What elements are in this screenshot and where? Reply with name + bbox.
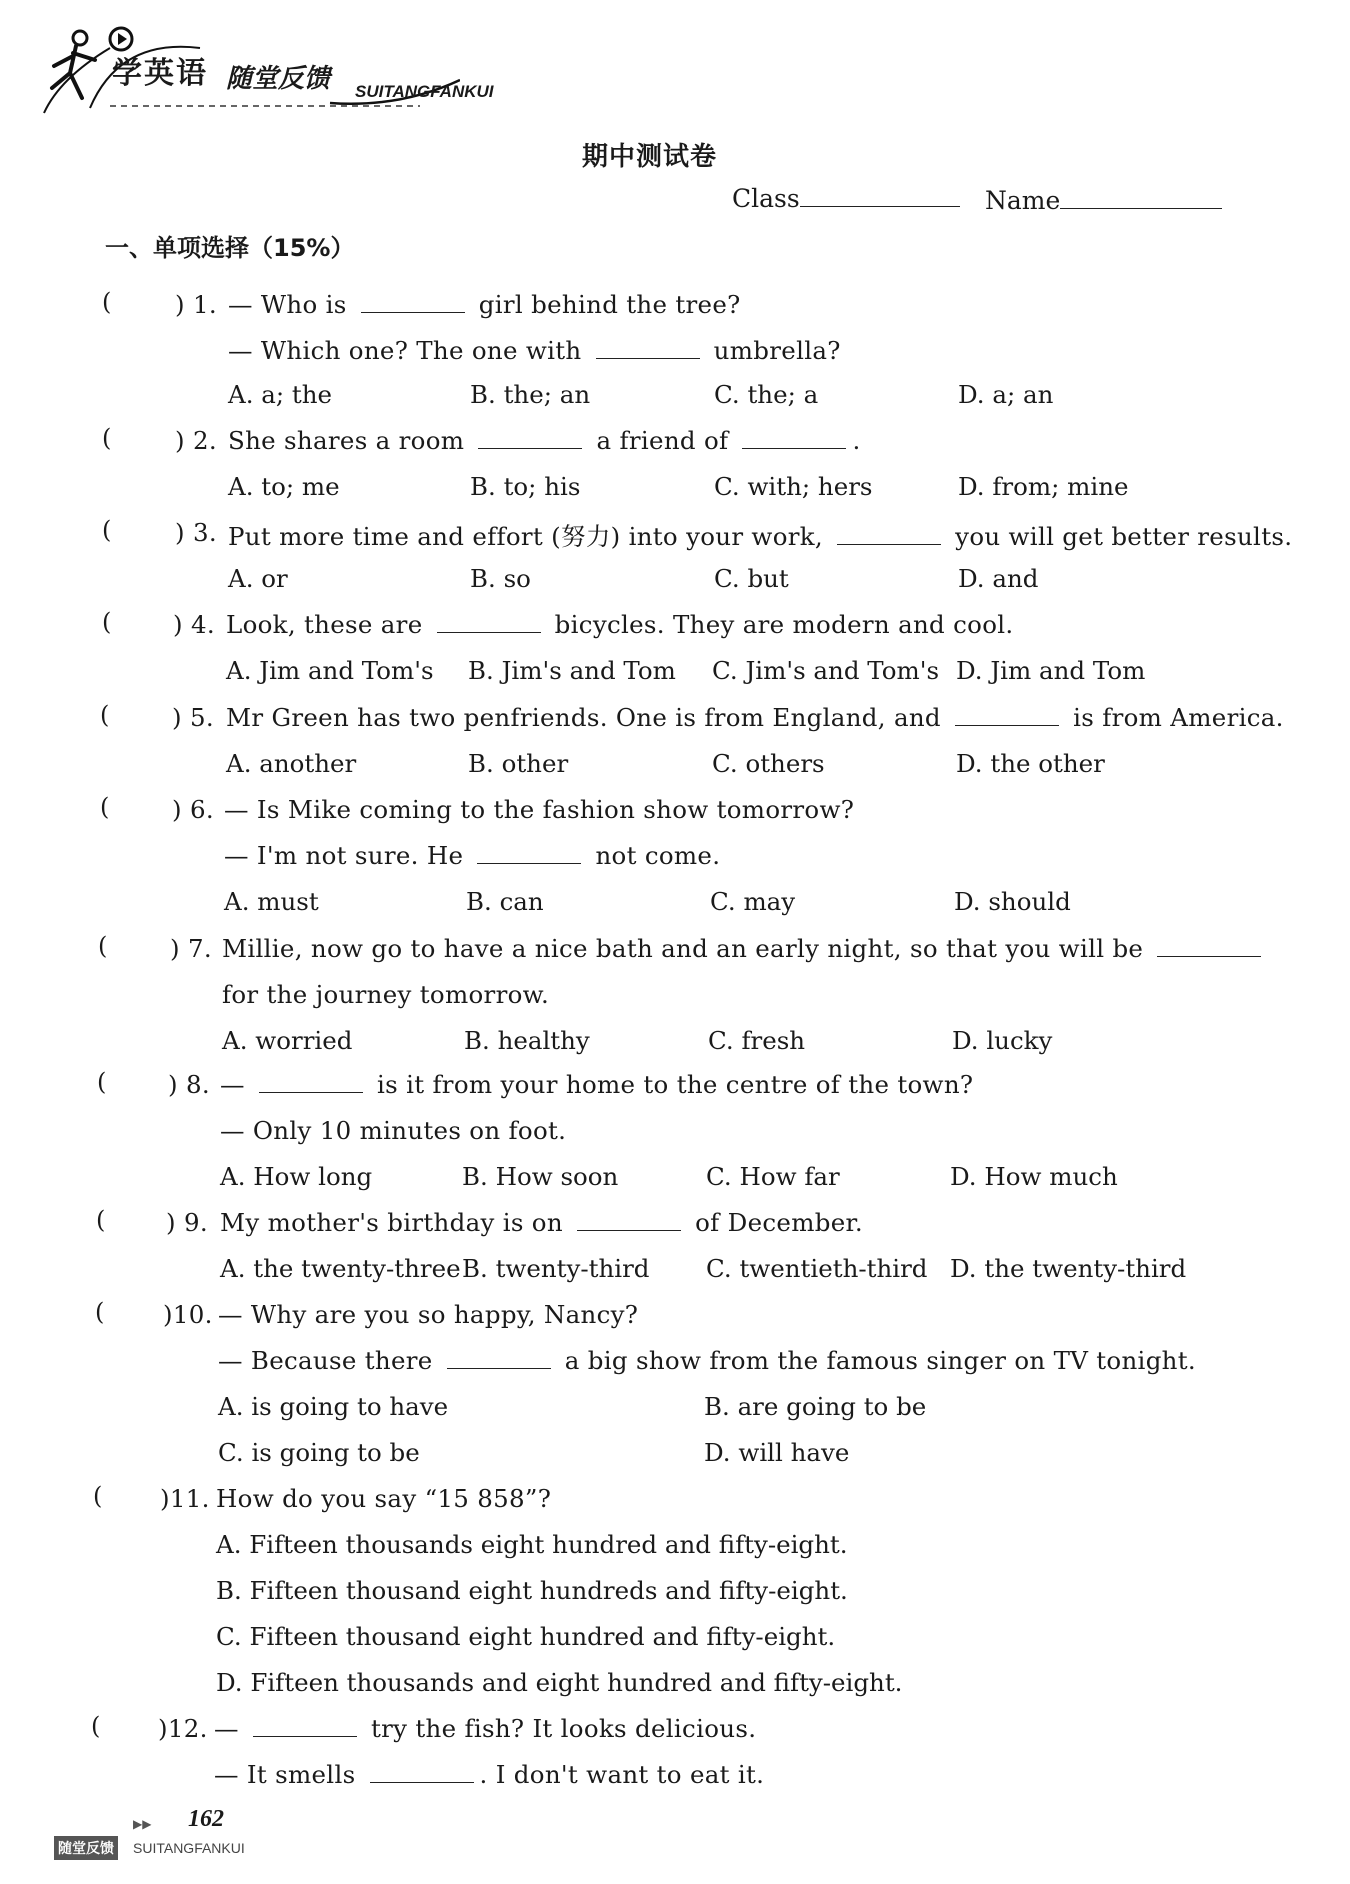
- question-text: is from America.: [1065, 703, 1284, 732]
- question-number: ) 4.: [173, 610, 215, 639]
- question-line: [216, 1484, 551, 1513]
- option-d[interactable]: D. from; mine: [958, 472, 1129, 501]
- question-line: [218, 1300, 638, 1329]
- option-a[interactable]: A. must: [224, 887, 319, 916]
- question-text: — Why are you so happy, Nancy?: [218, 1300, 639, 1329]
- answer-blank[interactable]: [596, 338, 700, 359]
- option-d[interactable]: D. should: [954, 887, 1071, 916]
- brand-chinese-secondary: 随堂反馈: [226, 64, 331, 94]
- question-text: not come.: [587, 841, 721, 870]
- answer-paren-left: (: [100, 701, 110, 729]
- brand-chinese: 学英语: [112, 56, 208, 91]
- answer-paren-left: (: [102, 288, 112, 316]
- question-line: [226, 703, 1284, 732]
- question-text: for the journey tomorrow.: [222, 980, 550, 1009]
- option-c[interactable]: C. fresh: [708, 1026, 806, 1055]
- question-text: . I don't want to eat it.: [479, 1760, 765, 1789]
- answer-blank[interactable]: [477, 843, 581, 864]
- question-number: ) 3.: [175, 518, 217, 547]
- option-c[interactable]: C. How far: [706, 1162, 840, 1191]
- question-number: )11.: [160, 1484, 210, 1513]
- option-a[interactable]: A. to; me: [228, 472, 340, 501]
- question-number: ) 5.: [172, 703, 214, 732]
- option-d[interactable]: D. will have: [704, 1438, 850, 1467]
- question-text: She shares a room: [228, 426, 473, 455]
- question-line: [220, 1208, 863, 1237]
- question-text: — It smells: [214, 1760, 364, 1789]
- option-a[interactable]: A. worried: [222, 1026, 353, 1055]
- option-c[interactable]: C. twentieth-third: [706, 1254, 928, 1283]
- question-text: .: [852, 426, 861, 455]
- question-text: — Because there: [218, 1346, 441, 1375]
- option-d[interactable]: D. the other: [956, 749, 1105, 778]
- option-c[interactable]: C. but: [714, 564, 789, 593]
- option-d[interactable]: D. a; an: [958, 380, 1054, 409]
- question-line: [228, 336, 841, 365]
- question-text: is it from your home to the centre of the town?: [368, 1070, 974, 1099]
- answer-blank[interactable]: [1157, 936, 1261, 957]
- footer-brand-english: SUITANGFANKUI: [133, 1840, 245, 1856]
- footer-arrows: ▶▶: [133, 1817, 152, 1831]
- answer-blank[interactable]: [361, 292, 465, 313]
- question-text: a friend of: [588, 426, 737, 455]
- question-number: ) 7.: [170, 934, 212, 963]
- option-a[interactable]: A. Jim and Tom's: [226, 656, 434, 685]
- question-number: )10.: [163, 1300, 213, 1329]
- question-text: —: [214, 1714, 247, 1743]
- answer-paren-left: (: [96, 1206, 106, 1234]
- option-a[interactable]: A. another: [226, 749, 357, 778]
- question-line: [214, 1760, 764, 1789]
- option-b[interactable]: B. other: [468, 749, 569, 778]
- answer-paren-left: (: [100, 793, 110, 821]
- question-line: [222, 934, 1267, 963]
- answer-blank[interactable]: [742, 428, 846, 449]
- question-text: a big show from the famous singer on TV tonight.: [556, 1346, 1196, 1375]
- footer-brand-box: 随堂反馈: [54, 1836, 118, 1860]
- question-line: [220, 1116, 566, 1145]
- option-a[interactable]: A. the twenty-three: [220, 1254, 461, 1283]
- question-text: try the fish? It looks delicious.: [362, 1714, 757, 1743]
- option-c[interactable]: C. may: [710, 887, 796, 916]
- answer-paren-left: (: [93, 1482, 103, 1510]
- question-text: — I'm not sure. He: [224, 841, 472, 870]
- question-text: Put more time and effort (努力) into your work,: [228, 522, 832, 551]
- option-c[interactable]: C. others: [712, 749, 825, 778]
- question-text: How do you say “15 858”?: [216, 1484, 552, 1513]
- question-text: Millie, now go to have a nice bath and an early night, so that you will be: [222, 934, 1152, 963]
- option-b[interactable]: B. can: [466, 887, 544, 916]
- question-text: — Who is: [228, 290, 355, 319]
- question-text: Mr Green has two penfriends. One is from England, and: [226, 703, 950, 732]
- answer-blank[interactable]: [478, 428, 582, 449]
- option-b[interactable]: B. Jim's and Tom: [468, 656, 676, 685]
- question-line: [220, 1070, 973, 1099]
- answer-paren-left: (: [95, 1298, 105, 1326]
- question-text: — Only 10 minutes on foot.: [220, 1116, 567, 1145]
- class-blank: [800, 206, 960, 207]
- option-a[interactable]: A. a; the: [228, 380, 333, 409]
- question-line: [226, 610, 1013, 639]
- question-text: bicycles. They are modern and cool.: [546, 610, 1014, 639]
- name-label: Name: [985, 186, 1061, 215]
- question-text: you will get better results.: [947, 522, 1293, 551]
- answer-paren-left: (: [91, 1712, 101, 1740]
- answer-blank[interactable]: [447, 1348, 551, 1369]
- option-b[interactable]: B. so: [470, 564, 531, 593]
- answer-blank[interactable]: [955, 705, 1059, 726]
- question-text: My mother's birthday is on: [220, 1208, 572, 1237]
- option-d[interactable]: D. Jim and Tom: [956, 656, 1146, 685]
- question-line: [218, 1346, 1196, 1375]
- question-text: Look, these are: [226, 610, 431, 639]
- option-d[interactable]: D. lucky: [952, 1026, 1053, 1055]
- page-number: 162: [188, 1806, 224, 1832]
- question-text: umbrella?: [705, 336, 841, 365]
- option-d[interactable]: D. How much: [950, 1162, 1118, 1191]
- option-b[interactable]: B. are going to be: [704, 1392, 927, 1421]
- option-b[interactable]: B. healthy: [464, 1026, 590, 1055]
- question-number: ) 9.: [166, 1208, 208, 1237]
- option-a[interactable]: A. or: [228, 564, 288, 593]
- question-text: — Is Mike coming to the fashion show tomorrow?: [224, 795, 855, 824]
- answer-blank[interactable]: [577, 1210, 681, 1231]
- question-text: of December.: [687, 1208, 863, 1237]
- answer-paren-left: (: [102, 608, 112, 636]
- option-d[interactable]: D. and: [958, 564, 1039, 593]
- class-field: [732, 184, 960, 213]
- name-blank: [1060, 208, 1222, 209]
- option-c[interactable]: C. with; hers: [714, 472, 873, 501]
- header-logo: [40, 18, 520, 118]
- option-b[interactable]: B. Fifteen thousand eight hundreds and fifty-eight.: [216, 1576, 848, 1605]
- brand-english: SUITANGFANKUI: [355, 82, 494, 101]
- question-number: ) 8.: [168, 1070, 210, 1099]
- option-b[interactable]: B. the; an: [470, 380, 591, 409]
- page-title: 期中测试卷: [582, 142, 718, 172]
- answer-blank[interactable]: [437, 612, 541, 633]
- answer-paren-left: (: [98, 932, 108, 960]
- option-c[interactable]: C. the; a: [714, 380, 819, 409]
- option-c[interactable]: C. Fifteen thousand eight hundred and fifty-eight.: [216, 1622, 836, 1651]
- answer-blank[interactable]: [259, 1072, 363, 1093]
- option-a[interactable]: A. How long: [220, 1162, 373, 1191]
- question-line: [228, 426, 861, 455]
- question-line: [228, 518, 1292, 553]
- option-d[interactable]: D. Fifteen thousands and eight hundred and fifty-eight.: [216, 1668, 903, 1697]
- question-line: [222, 980, 549, 1009]
- name-field: [985, 186, 1222, 215]
- option-b[interactable]: B. How soon: [462, 1162, 619, 1191]
- question-text: —: [220, 1070, 253, 1099]
- question-line: [228, 290, 741, 319]
- answer-blank[interactable]: [370, 1762, 474, 1783]
- option-b[interactable]: B. twenty-third: [462, 1254, 650, 1283]
- answer-blank[interactable]: [837, 524, 941, 545]
- question-text: — Which one? The one with: [228, 336, 590, 365]
- question-line: [214, 1714, 756, 1743]
- answer-paren-left: (: [102, 516, 112, 544]
- option-c[interactable]: C. Jim's and Tom's: [712, 656, 940, 685]
- question-line: [224, 841, 720, 870]
- option-a[interactable]: A. Fifteen thousands eight hundred and fifty-eight.: [216, 1530, 848, 1559]
- class-label: Class: [732, 184, 800, 213]
- option-d[interactable]: D. the twenty-third: [950, 1254, 1187, 1283]
- question-number: ) 2.: [175, 426, 217, 455]
- question-number: ) 1.: [175, 290, 217, 319]
- answer-paren-left: (: [97, 1068, 107, 1096]
- option-c[interactable]: C. is going to be: [218, 1438, 420, 1467]
- option-b[interactable]: B. to; his: [470, 472, 581, 501]
- question-line: [224, 795, 854, 824]
- question-text: girl behind the tree?: [470, 290, 741, 319]
- question-number: ) 6.: [172, 795, 214, 824]
- answer-paren-left: (: [102, 424, 112, 452]
- section-heading: 一、单项选择（15%）: [105, 234, 355, 262]
- question-number: )12.: [158, 1714, 208, 1743]
- answer-blank[interactable]: [253, 1716, 357, 1737]
- option-a[interactable]: A. is going to have: [218, 1392, 449, 1421]
